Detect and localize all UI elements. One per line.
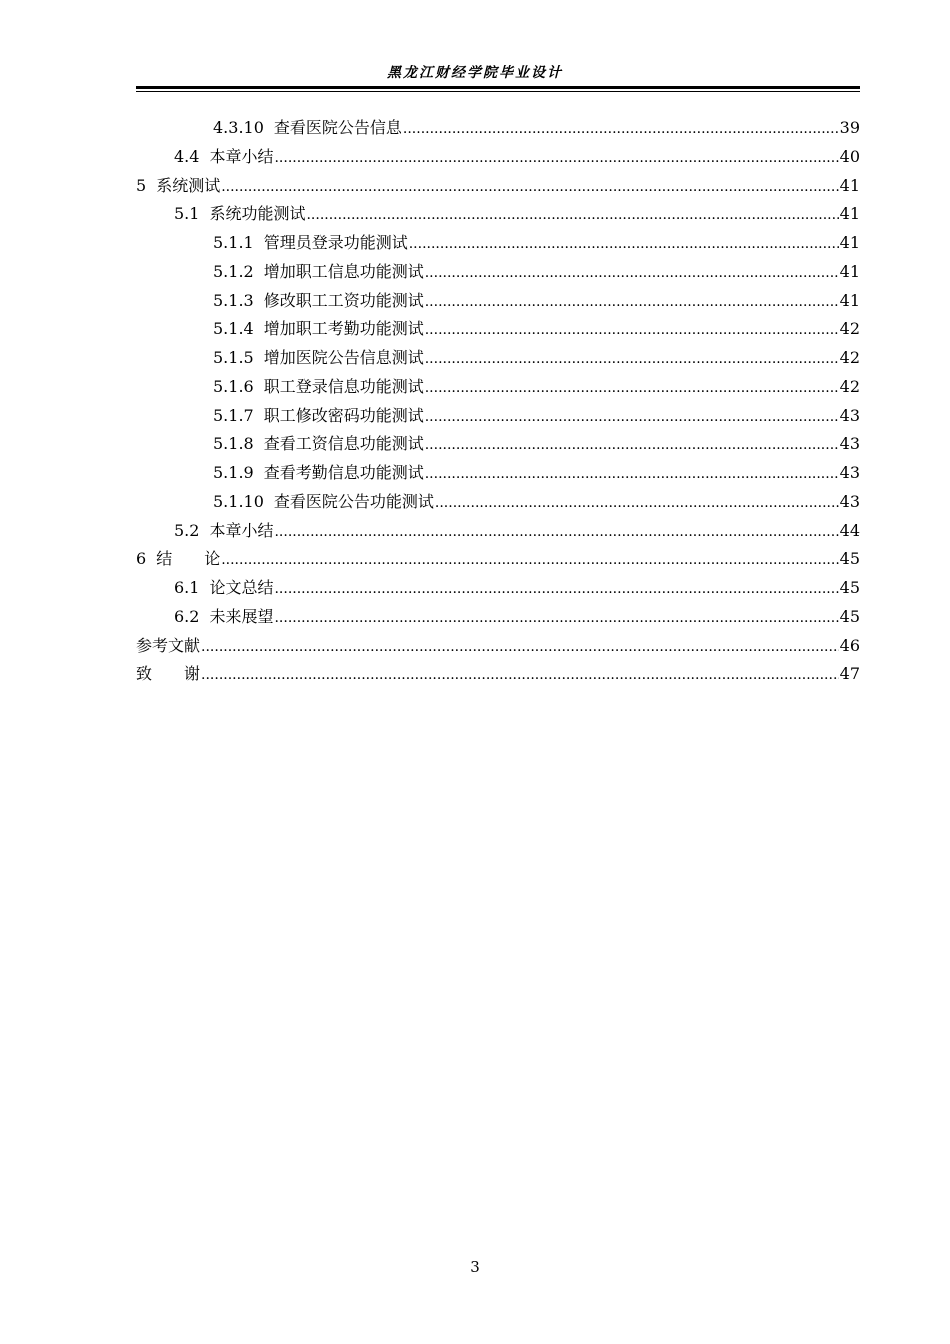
toc-dot-leader xyxy=(425,316,839,345)
toc-dot-leader xyxy=(221,173,838,202)
toc-dot-leader xyxy=(425,460,839,489)
toc-entry[interactable] xyxy=(136,545,860,574)
toc-entry-page: 46 xyxy=(839,635,860,655)
toc-entry-page: 41 xyxy=(839,204,860,224)
toc-entry-title: 增加职工考勤功能测试 xyxy=(263,319,424,339)
toc-dot-leader xyxy=(425,288,839,317)
toc-dot-leader xyxy=(274,144,838,173)
toc-entry-number: 5.1.6 xyxy=(213,376,254,396)
toc-dot-leader xyxy=(425,374,839,403)
toc-entry-number: 5.1.5 xyxy=(213,348,254,367)
toc-dot-leader xyxy=(201,661,839,690)
toc-dot-leader xyxy=(221,546,838,575)
toc-dot-leader xyxy=(274,575,838,604)
toc-entry-number: 5.1.4 xyxy=(213,319,254,339)
toc-entry[interactable] xyxy=(136,344,860,373)
toc-entry-page: 43 xyxy=(839,463,860,482)
toc-entry-number: 5 xyxy=(136,175,147,195)
toc-entry-number: 6 xyxy=(136,549,147,569)
toc-entry-page: 42 xyxy=(839,348,860,367)
toc-dot-leader xyxy=(201,633,839,662)
toc-entry[interactable] xyxy=(136,660,860,689)
toc-entry-title: 查看医院公告信息 xyxy=(273,118,402,137)
toc-entry[interactable] xyxy=(136,200,860,229)
toc-entry-page: 41 xyxy=(839,175,860,195)
toc-entry-number: 4.3.10 xyxy=(213,118,264,137)
toc-entry-page: 42 xyxy=(839,319,860,339)
toc-entry[interactable] xyxy=(136,430,860,459)
toc-entry-title: 修改职工工资功能测试 xyxy=(263,290,424,310)
toc-entry-number: 5.1.2 xyxy=(213,261,254,281)
toc-entry[interactable] xyxy=(136,459,860,488)
toc-entry-page: 39 xyxy=(839,118,860,137)
toc-entry-title: 参考文献 xyxy=(136,635,201,655)
toc-dot-leader xyxy=(425,431,839,460)
toc-entry-page: 42 xyxy=(839,376,860,396)
toc-entry-number: 5.1.8 xyxy=(213,434,254,454)
toc-entry[interactable] xyxy=(136,229,860,258)
toc-dot-leader xyxy=(435,489,839,518)
toc-entry-page: 41 xyxy=(839,233,860,252)
toc-entry-number: 5.1.7 xyxy=(213,405,254,425)
toc-entry[interactable] xyxy=(136,114,860,143)
toc-entry-number: 4.4 xyxy=(174,146,200,166)
toc-entry-page: 45 xyxy=(839,549,860,569)
toc-dot-leader xyxy=(403,115,839,144)
header-rule-thick xyxy=(136,86,860,89)
toc-entry[interactable] xyxy=(136,258,860,287)
toc-entry-page: 43 xyxy=(839,405,860,425)
page-number: 3 xyxy=(470,1258,480,1276)
toc-entry-title: 系统功能测试 xyxy=(209,204,306,224)
toc-entry-number: 5.1 xyxy=(174,204,200,224)
toc-entry-title: 致 谢 xyxy=(136,664,201,684)
toc-dot-leader xyxy=(425,259,839,288)
header-rule-thin xyxy=(136,91,860,92)
toc-entry-page: 41 xyxy=(839,290,860,310)
toc-entry-page: 45 xyxy=(839,606,860,626)
toc-entry-title: 未来展望 xyxy=(209,606,274,626)
toc-entry[interactable] xyxy=(136,287,860,316)
toc-dot-leader xyxy=(409,230,839,259)
toc-entry[interactable] xyxy=(136,373,860,402)
toc-entry-title: 系统测试 xyxy=(156,175,221,195)
toc-entry-title: 增加医院公告信息测试 xyxy=(263,348,424,367)
toc-entry-title: 本章小结 xyxy=(209,520,274,540)
toc-entry-page: 43 xyxy=(839,434,860,454)
toc-entry-title: 职工登录信息功能测试 xyxy=(263,376,424,396)
toc-entry[interactable] xyxy=(136,517,860,546)
toc-entry[interactable] xyxy=(136,402,860,431)
toc-entry-title: 论文总结 xyxy=(209,578,274,597)
toc-entry-page: 40 xyxy=(839,146,860,166)
toc-entry-number: 5.1.9 xyxy=(213,463,254,482)
toc-entry[interactable] xyxy=(136,315,860,344)
toc-entry-number: 5.2 xyxy=(174,520,200,540)
toc-entry-title: 结 论 xyxy=(156,549,221,569)
toc-entry[interactable] xyxy=(136,488,860,517)
toc-entry-title: 本章小结 xyxy=(209,146,274,166)
toc-entry[interactable] xyxy=(136,574,860,603)
toc-entry-number: 6.2 xyxy=(174,606,200,626)
toc-entry-page: 45 xyxy=(839,578,860,597)
toc-entry-number: 5.1.10 xyxy=(213,491,264,511)
toc-entry[interactable] xyxy=(136,143,860,172)
toc-entry-page: 47 xyxy=(839,664,860,684)
table-of-contents xyxy=(136,114,860,689)
toc-entry-page: 41 xyxy=(839,261,860,281)
toc-entry-title: 管理员登录功能测试 xyxy=(263,233,408,252)
toc-entry[interactable] xyxy=(136,632,860,661)
toc-entry[interactable] xyxy=(136,172,860,201)
toc-entry-number: 5.1.1 xyxy=(213,233,254,252)
toc-dot-leader xyxy=(425,403,839,432)
toc-entry-title: 查看医院公告功能测试 xyxy=(273,491,434,511)
toc-entry-page: 44 xyxy=(839,520,860,540)
toc-entry-title: 查看考勤信息功能测试 xyxy=(263,463,424,482)
toc-entry-number: 5.1.3 xyxy=(213,290,254,310)
toc-entry-number: 6.1 xyxy=(174,578,200,597)
toc-dot-leader xyxy=(274,604,838,633)
toc-dot-leader xyxy=(274,518,838,547)
toc-entry-title: 增加职工信息功能测试 xyxy=(263,261,424,281)
toc-entry-title: 职工修改密码功能测试 xyxy=(263,405,424,425)
toc-entry-page: 43 xyxy=(839,491,860,511)
toc-dot-leader xyxy=(425,345,839,374)
toc-entry-title: 查看工资信息功能测试 xyxy=(263,434,424,454)
toc-entry[interactable] xyxy=(136,603,860,632)
header-title: 黑龙江财经学院毕业设计 xyxy=(387,65,563,81)
toc-dot-leader xyxy=(306,201,838,230)
